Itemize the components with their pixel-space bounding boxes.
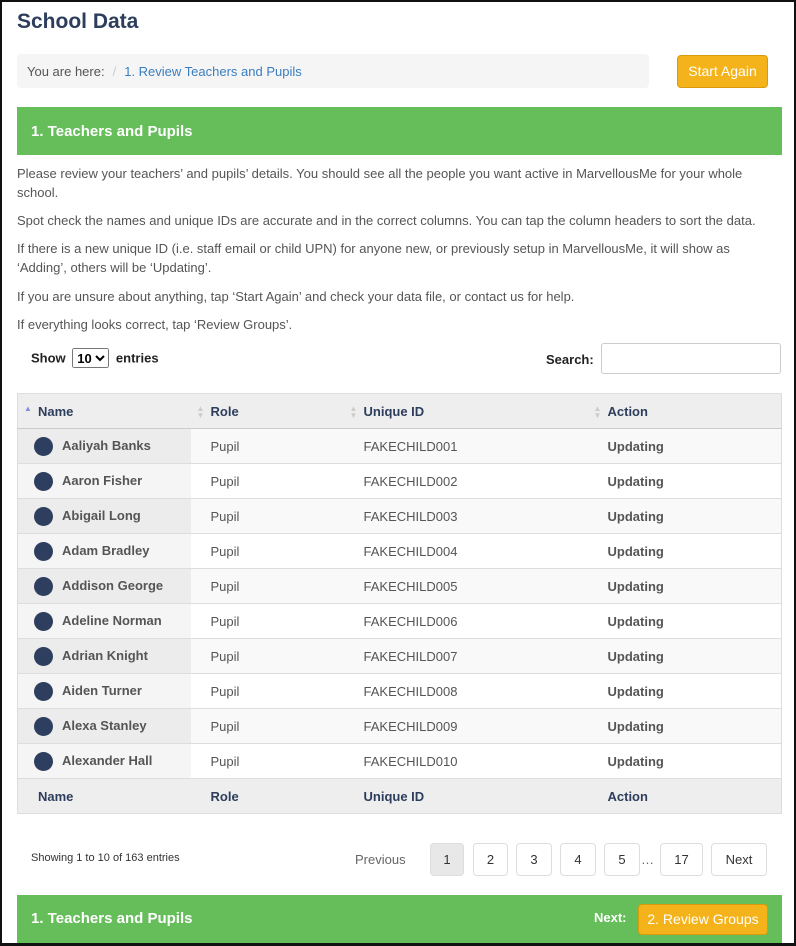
- header-label: Action: [607, 403, 648, 419]
- cell-unique-id: FAKECHILD001: [344, 429, 588, 464]
- sort-asc-icon: ▲: [24, 404, 32, 413]
- cell-role: Pupil: [191, 464, 344, 499]
- header-label: Name: [38, 403, 74, 419]
- cell-unique-id: FAKECHILD004: [344, 534, 588, 569]
- cell-name: [18, 639, 191, 674]
- avatar-icon: [34, 542, 53, 561]
- cell-name: [18, 569, 191, 604]
- entries-label: entries: [115, 350, 159, 366]
- people-table: [17, 393, 782, 814]
- avatar-icon: [34, 682, 53, 701]
- instruction-text: If you are unsure about anything, tap ‘Start Again’ and check your data file, or contact us for help.: [17, 289, 575, 304]
- cell-action: Updating: [588, 709, 782, 744]
- person-name: Abigail Long: [62, 507, 141, 523]
- cell-role: Pupil: [191, 429, 344, 464]
- avatar-icon: [34, 647, 53, 666]
- table-row: [18, 464, 782, 499]
- table-info: Showing 1 to 10 of 163 entries: [31, 852, 180, 864]
- sort-icon: ▲ ▼: [196, 404, 205, 420]
- person-name: Alexa Stanley: [62, 717, 147, 733]
- column-header-name[interactable]: [18, 394, 191, 429]
- instruction-text: Spot check the names and unique IDs are accurate and in the correct columns. You can tap the column headers to sort the data.: [17, 213, 756, 228]
- instruction-text: If there is a new unique ID (i.e. staff email or child UPN) for anyone new, or previously setup in MarvellousMe, it will show as ‘Adding’, others will be ‘Updating’.: [17, 241, 730, 275]
- cell-role: Pupil: [191, 674, 344, 709]
- search-input[interactable]: [601, 343, 781, 374]
- next-label: Next:: [594, 910, 627, 925]
- search-label: Search:: [546, 352, 594, 367]
- footer-title: 1. Teachers and Pupils: [31, 910, 193, 927]
- person-name: Aaron Fisher: [62, 472, 143, 488]
- previous-button[interactable]: Previous: [355, 852, 406, 867]
- page-1-button[interactable]: 1: [430, 843, 464, 876]
- cell-role: Pupil: [191, 569, 344, 604]
- cell-action: Updating: [588, 674, 782, 709]
- start-again-button[interactable]: Start Again: [677, 55, 768, 88]
- cell-role: Pupil: [191, 499, 344, 534]
- instruction-text: If everything looks correct, tap ‘Review Groups’.: [17, 317, 293, 332]
- cell-unique-id: FAKECHILD006: [344, 604, 588, 639]
- cell-role: Pupil: [191, 639, 344, 674]
- page-5-button[interactable]: 5: [604, 843, 640, 876]
- table-row: [18, 534, 782, 569]
- avatar-icon: [34, 577, 53, 596]
- table-row: [18, 709, 782, 744]
- sort-icon: ▲ ▼: [593, 404, 602, 420]
- footer-action: Action: [588, 779, 782, 814]
- breadcrumb-separator: /: [112, 64, 117, 79]
- table-row: [18, 639, 782, 674]
- cell-unique-id: FAKECHILD007: [344, 639, 588, 674]
- cell-role: Pupil: [191, 744, 344, 779]
- page-17-button[interactable]: 17: [660, 843, 703, 876]
- avatar-icon: [34, 507, 53, 526]
- footer-role: Role: [191, 779, 344, 814]
- cell-action: Updating: [588, 464, 782, 499]
- column-header-action[interactable]: [588, 394, 782, 429]
- cell-name: [18, 534, 191, 569]
- entries-select[interactable]: [72, 348, 109, 368]
- cell-name: [18, 674, 191, 709]
- header-label: Unique ID: [363, 403, 425, 419]
- person-name: Adrian Knight: [62, 647, 148, 663]
- header-label: Role: [210, 403, 239, 419]
- breadcrumb: [17, 54, 649, 88]
- cell-unique-id: FAKECHILD010: [344, 744, 588, 779]
- sort-icon: ▲ ▼: [349, 404, 358, 420]
- cell-unique-id: FAKECHILD009: [344, 709, 588, 744]
- next-page-button[interactable]: Next: [711, 843, 767, 876]
- cell-role: Pupil: [191, 534, 344, 569]
- cell-name: [18, 464, 191, 499]
- page-title: School Data: [17, 10, 139, 33]
- person-name: Addison George: [62, 577, 164, 593]
- avatar-icon: [34, 717, 53, 736]
- table-row: [18, 429, 782, 464]
- person-name: Aiden Turner: [62, 682, 142, 698]
- page-2-button[interactable]: 2: [473, 843, 508, 876]
- show-label: Show: [31, 350, 66, 366]
- cell-role: Pupil: [191, 709, 344, 744]
- table-row: [18, 604, 782, 639]
- cell-unique-id: FAKECHILD003: [344, 499, 588, 534]
- cell-action: Updating: [588, 499, 782, 534]
- avatar-icon: [34, 752, 53, 771]
- entries-length: [31, 348, 159, 368]
- footer-name: Name: [18, 779, 191, 814]
- avatar-icon: [34, 472, 53, 491]
- table-row: [18, 744, 782, 779]
- cell-name: [18, 604, 191, 639]
- table-row: [18, 499, 782, 534]
- cell-unique-id: FAKECHILD002: [344, 464, 588, 499]
- section-header: 1. Teachers and Pupils: [17, 107, 782, 155]
- cell-name: [18, 429, 191, 464]
- person-name: Adeline Norman: [62, 612, 162, 628]
- review-groups-button[interactable]: 2. Review Groups: [638, 904, 768, 935]
- person-name: Aaliyah Banks: [62, 437, 151, 453]
- cell-unique-id: FAKECHILD005: [344, 569, 588, 604]
- instruction-text: Please review your teachers’ and pupils’ details. You should see all the people you want active in MarvellousMe for your whole school.: [17, 166, 743, 200]
- breadcrumb-current[interactable]: 1. Review Teachers and Pupils: [124, 64, 302, 79]
- cell-action: Updating: [588, 429, 782, 464]
- cell-role: Pupil: [191, 604, 344, 639]
- person-name: Alexander Hall: [62, 752, 153, 768]
- avatar-icon: [34, 612, 53, 631]
- cell-action: Updating: [588, 569, 782, 604]
- table-row: [18, 569, 782, 604]
- cell-name: [18, 499, 191, 534]
- pagination-ellipsis: …: [641, 852, 654, 867]
- page-4-button[interactable]: 4: [560, 843, 596, 876]
- avatar-icon: [34, 437, 53, 456]
- person-name: Adam Bradley: [62, 542, 150, 558]
- column-header-role[interactable]: [191, 394, 344, 429]
- breadcrumb-label: You are here:: [27, 64, 105, 79]
- column-header-unique-id[interactable]: [344, 394, 588, 429]
- cell-unique-id: FAKECHILD008: [344, 674, 588, 709]
- cell-name: [18, 709, 191, 744]
- table-row: [18, 674, 782, 709]
- footer-unique-id: Unique ID: [344, 779, 588, 814]
- cell-name: [18, 744, 191, 779]
- cell-action: Updating: [588, 534, 782, 569]
- cell-action: Updating: [588, 604, 782, 639]
- cell-action: Updating: [588, 744, 782, 779]
- cell-action: Updating: [588, 639, 782, 674]
- page-3-button[interactable]: 3: [516, 843, 552, 876]
